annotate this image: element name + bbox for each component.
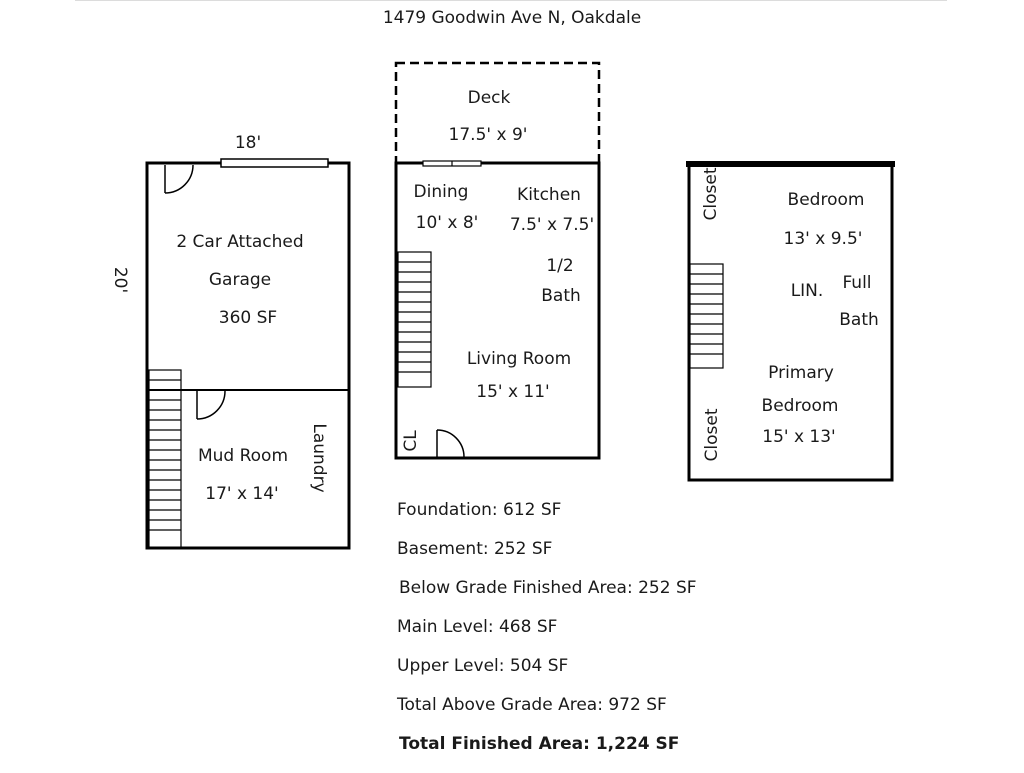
living-room-name: Living Room bbox=[466, 349, 572, 369]
full-bath-line2: Bath bbox=[839, 310, 879, 330]
deck-size: 17.5' x 9' bbox=[448, 125, 528, 145]
lower-stairs bbox=[149, 370, 181, 548]
garage-label-line1: 2 Car Attached bbox=[176, 232, 304, 252]
primary-bedroom-size: 15' x 13' bbox=[762, 427, 836, 447]
garage-entry-door bbox=[165, 165, 193, 193]
area-summary bbox=[397, 500, 697, 773]
kitchen-name: Kitchen bbox=[517, 185, 581, 205]
total-above-grade-area: Total Above Grade Area: 972 SF bbox=[397, 695, 667, 715]
garage-depth-label: 20' bbox=[110, 266, 130, 294]
main-level-plan bbox=[396, 63, 599, 458]
mudroom-name: Mud Room bbox=[197, 446, 289, 466]
main-level-area: Main Level: 468 SF bbox=[397, 617, 558, 637]
primary-bedroom-line1: Primary bbox=[768, 363, 834, 383]
upper-level-area: Upper Level: 504 SF bbox=[397, 656, 569, 676]
basement-area: Basement: 252 SF bbox=[397, 539, 553, 559]
closet-door bbox=[437, 430, 464, 457]
below-grade-finished-area: Below Grade Finished Area: 252 SF bbox=[399, 578, 697, 598]
garage-door bbox=[221, 159, 328, 167]
garage-area: 360 SF bbox=[218, 308, 278, 328]
garage-label-line2: Garage bbox=[208, 270, 272, 290]
bedroom-size: 13' x 9.5' bbox=[783, 229, 863, 249]
linen-label: LIN. bbox=[790, 281, 824, 301]
upper-stairs bbox=[690, 264, 723, 368]
foundation-area: Foundation: 612 SF bbox=[397, 500, 562, 520]
sliding-door bbox=[423, 161, 481, 166]
kitchen-size: 7.5' x 7.5' bbox=[509, 215, 595, 235]
living-room-size: 15' x 11' bbox=[476, 382, 550, 402]
half-bath-line2: Bath bbox=[541, 286, 581, 306]
dining-size: 10' x 8' bbox=[415, 213, 479, 233]
total-finished-area: Total Finished Area: 1,224 SF bbox=[399, 734, 680, 754]
mudroom-size: 17' x 14' bbox=[205, 484, 279, 504]
garage-width-label: 18' bbox=[234, 133, 262, 153]
main-level-outline bbox=[396, 163, 599, 458]
deck-name: Deck bbox=[467, 88, 511, 108]
address-title: 1479 Goodwin Ave N, Oakdale bbox=[382, 8, 642, 28]
closet-top-label: Closet bbox=[701, 167, 721, 221]
upper-level-plan bbox=[686, 163, 895, 480]
closet-label: CL bbox=[401, 430, 421, 452]
half-bath-line1: 1/2 bbox=[546, 256, 574, 276]
laundry-label: Laundry bbox=[309, 423, 329, 493]
primary-bedroom-line2: Bedroom bbox=[761, 396, 839, 416]
dining-name: Dining bbox=[413, 182, 469, 202]
lower-level-plan bbox=[110, 133, 349, 548]
main-stairs bbox=[398, 252, 431, 387]
mudroom-door bbox=[197, 391, 225, 419]
full-bath-line1: Full bbox=[842, 273, 872, 293]
bedroom-name: Bedroom bbox=[787, 190, 865, 210]
closet-bottom-label: Closet bbox=[702, 408, 722, 462]
deck-outline bbox=[396, 63, 599, 163]
